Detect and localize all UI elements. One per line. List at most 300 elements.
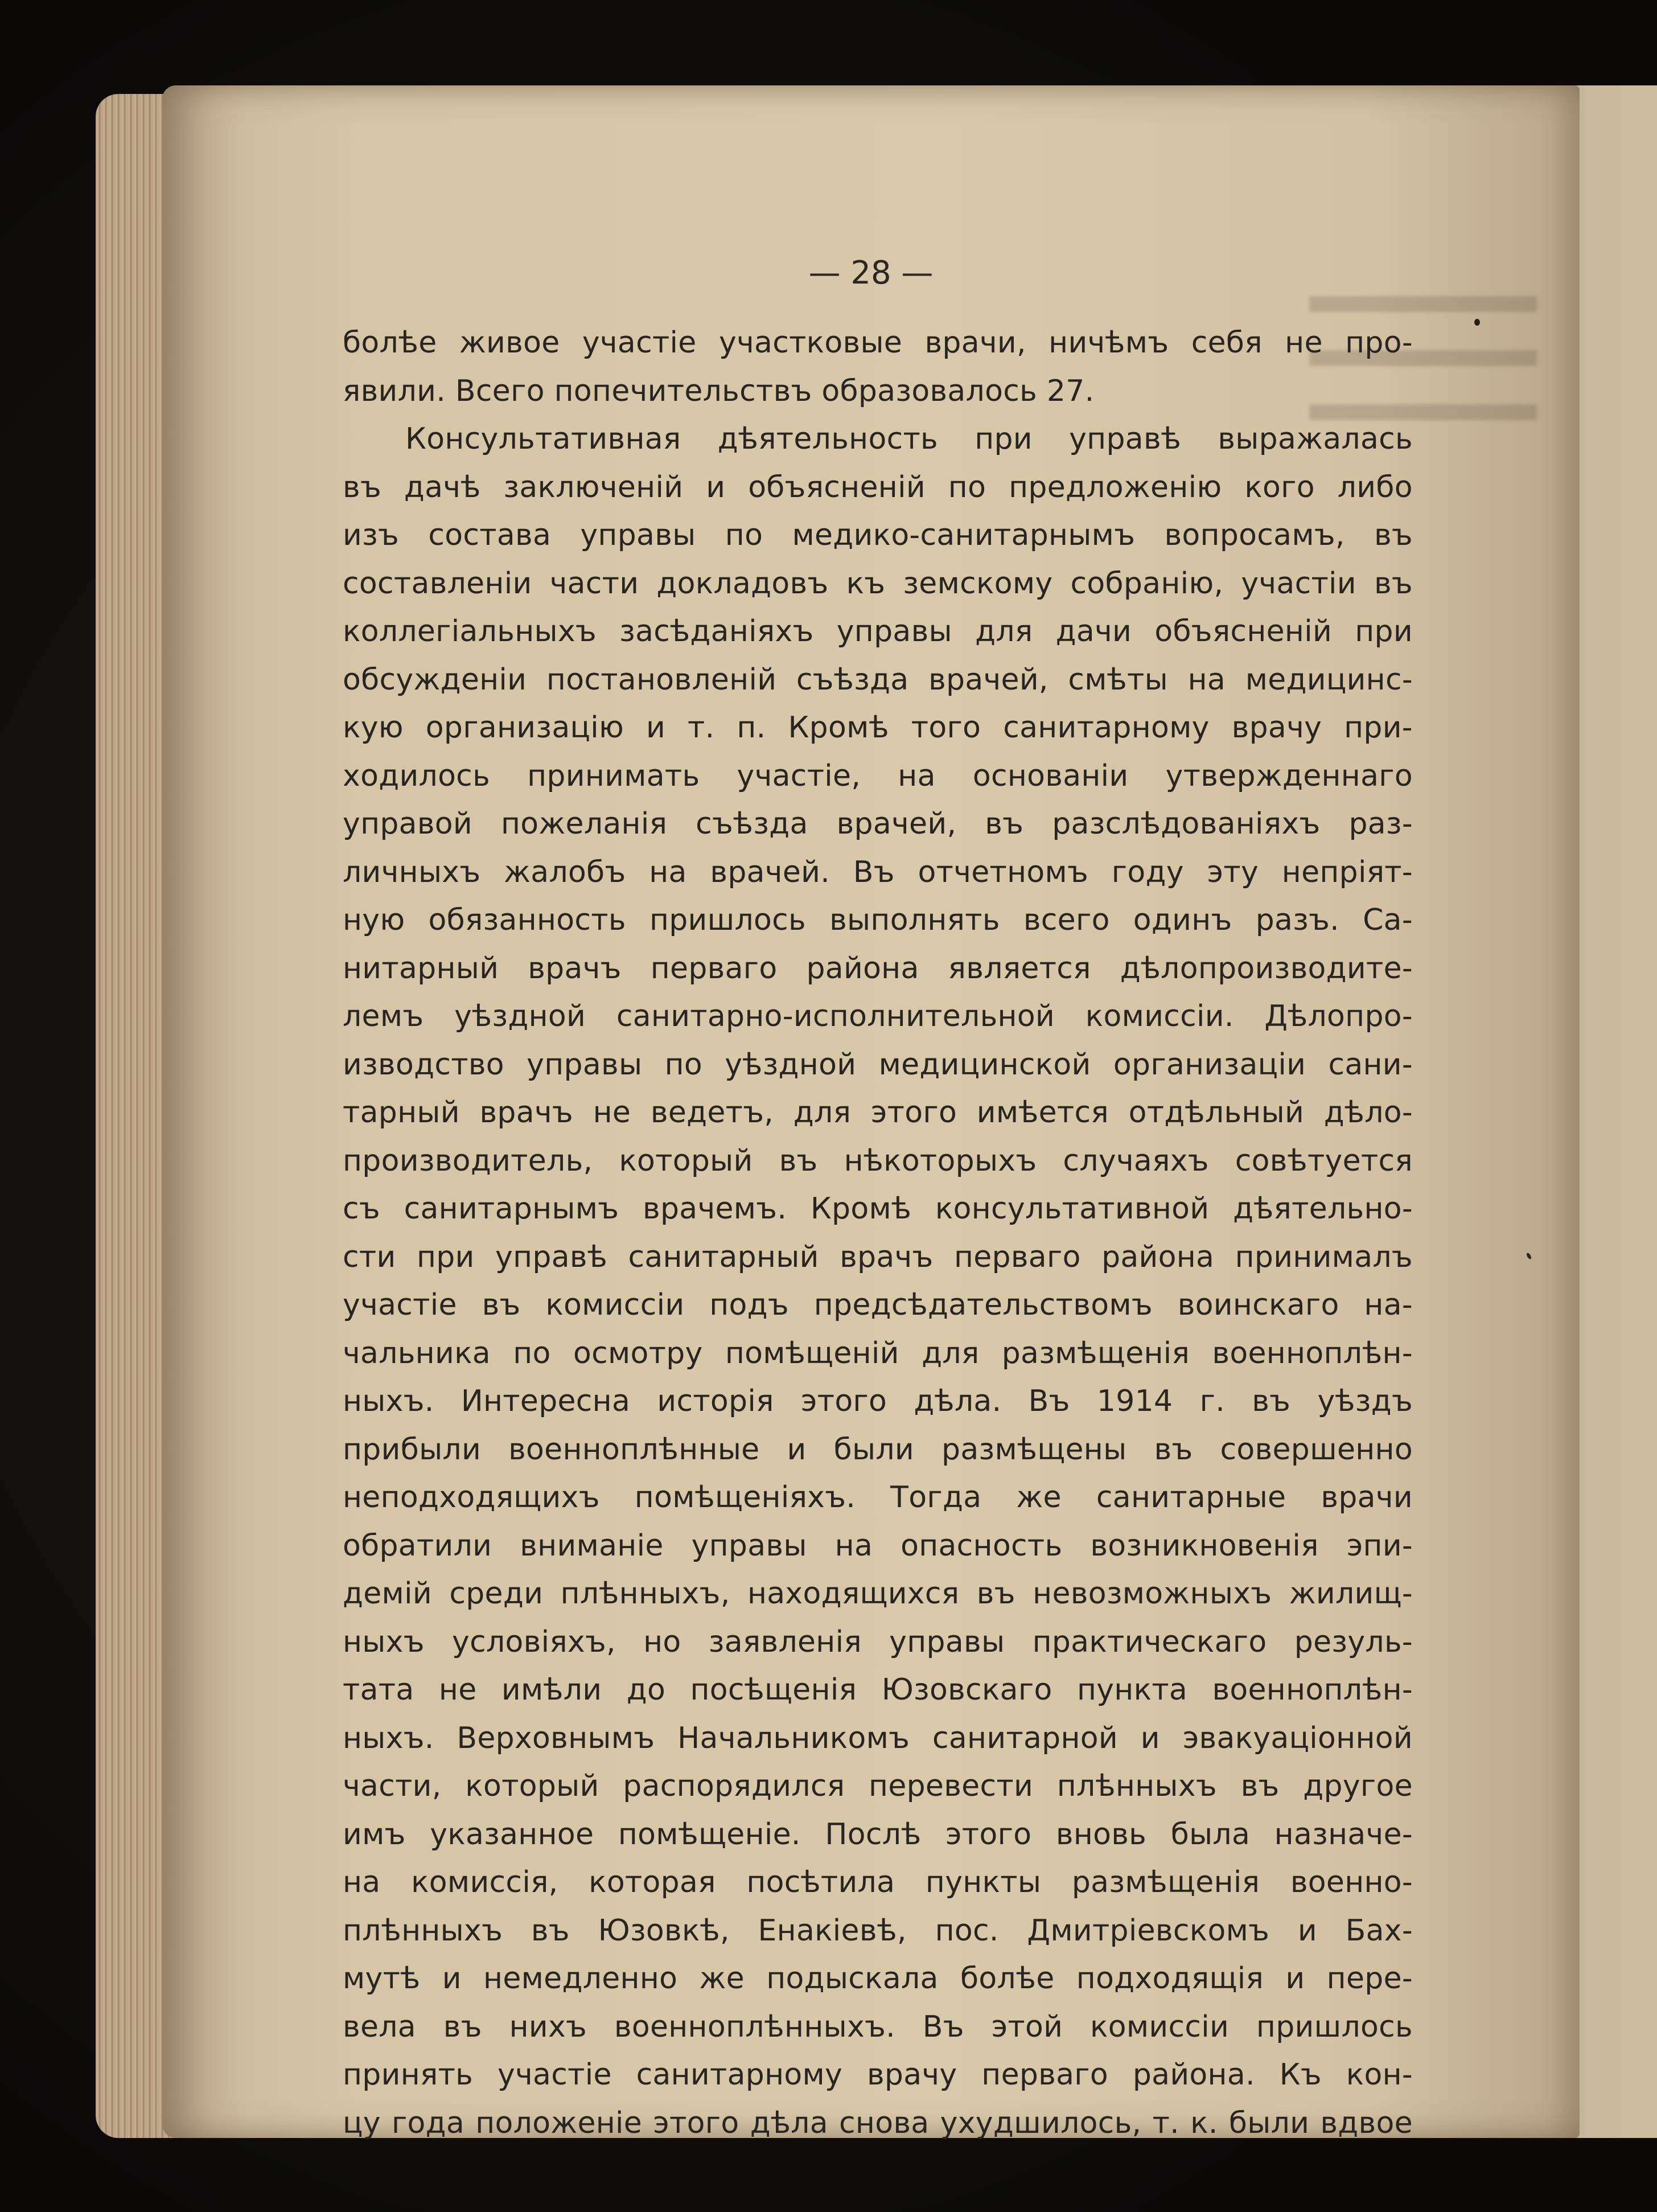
word: и [1285,1961,1305,1996]
word: либо [1337,470,1413,504]
word: пришлось [649,903,807,937]
word: Са- [1363,903,1413,937]
word: врачи [1321,1480,1413,1515]
word: имѣли [501,1673,602,1707]
word: лемъ [343,999,424,1033]
word: санитарному [1003,711,1210,745]
word: назначе- [1274,1817,1413,1852]
word: на [343,1865,381,1899]
word: участковые [718,326,903,360]
word: санитарные [1096,1480,1286,1515]
word: Къ [1279,2058,1322,2092]
word: перваго [981,2058,1109,2092]
body-text [343,319,1413,2140]
word: комиссіи. [1085,999,1234,1033]
word: осмотру [573,1336,703,1370]
word: кого [1244,470,1315,504]
word: была [1170,1817,1251,1852]
word: засѣданіяхъ [619,614,814,649]
word: ныхъ. [343,1721,434,1755]
word: того [911,711,981,745]
word: указанное [430,1817,594,1852]
word: Юзовкѣ, [598,1913,730,1948]
word: который [619,1143,753,1178]
text-line [343,1762,1413,1811]
word: исторія [657,1384,774,1418]
word: въ [976,1577,1015,1611]
text-line [343,704,1413,752]
word: дачѣ [404,470,481,504]
word: разъ. [1255,903,1339,937]
text-line [343,1329,1413,1378]
word: совѣтуется [1235,1143,1413,1178]
word: Кромѣ [810,1192,912,1226]
word: пере- [1326,1961,1413,1996]
word: эту [1207,855,1259,889]
word: организацію [425,711,624,745]
word: въ [1154,1432,1193,1467]
word: возникновенія [1090,1528,1319,1563]
word: Тогда [890,1480,982,1515]
word: имъ [343,1817,406,1852]
word: уѣздъ [1317,1384,1413,1418]
word: заявленія [708,1624,862,1659]
word: врачемъ. [643,1192,787,1226]
text-line [343,1522,1413,1570]
word: военноплѣн- [1212,1673,1413,1707]
text-line [343,1426,1413,1474]
word: были [833,1432,915,1467]
word: году [1111,855,1184,889]
word: тата [343,1673,414,1707]
word: коллегіальныхъ [343,614,597,649]
word: пункта [1076,1673,1188,1707]
word: снова [839,2106,930,2140]
text-line [343,1858,1413,1907]
text-line [343,992,1413,1041]
word: при [416,1240,475,1274]
word: демій [343,1577,432,1611]
word: этого [870,1095,957,1130]
word: обязанность [428,903,626,937]
word: непріят- [1281,855,1413,889]
word: въ [482,1288,521,1322]
text-line [343,1377,1413,1426]
word: пожеланія [500,807,668,841]
word: является [948,951,1091,986]
word: всего [1023,903,1110,937]
word: обратили [343,1528,492,1563]
word: ничѣмъ [1049,326,1169,360]
text-line [343,1714,1413,1763]
word: посѣтила [746,1865,895,1899]
word: участіе, [737,758,861,793]
word: 1914 [1096,1384,1173,1418]
word: нѣкоторыхъ [844,1143,1037,1178]
word: дѣла. [914,1384,1002,1418]
word: вела [343,2009,416,2044]
word: на [834,1528,873,1563]
word: не [438,1673,477,1707]
word: и [706,470,726,504]
word: личныхъ [343,855,481,889]
word: перваго [953,1240,1081,1274]
word: заключеній [503,470,684,504]
word: района. [1132,2058,1255,2092]
word: опасность [901,1528,1063,1563]
text-line [343,560,1413,608]
word: управы [580,518,696,552]
word: т. [688,711,715,745]
word: комиссіи [1090,2009,1230,2044]
word: въ [1374,566,1413,601]
word: объясненій [748,470,926,504]
word: помѣщеніе. [618,1817,801,1852]
word: врачъ [528,951,622,986]
word: врачу [866,2058,957,2092]
word: не [1285,326,1323,360]
text-line [343,800,1413,848]
text-line [343,656,1413,704]
word: находящихся [747,1577,960,1611]
word: для [922,1336,980,1370]
word: принять [343,2058,474,2092]
word: управѣ [1069,422,1182,456]
word: при- [1344,711,1413,745]
word: санитарному [636,2058,843,2092]
word: но [643,1624,681,1659]
word: участіе [582,326,697,360]
word: же [699,1961,745,1996]
word: пункты [925,1865,1042,1899]
word: принималъ [1235,1240,1413,1274]
word: управы [889,1624,1005,1659]
word: имѣется [976,1095,1109,1130]
word: медико-санитарнымъ [792,518,1136,552]
word: дѣятельность [717,422,938,456]
word: врачу [1231,711,1322,745]
word: плѣнныхъ [1056,1769,1217,1803]
word: нитарный [343,951,499,986]
word: врачей, [928,662,1049,697]
word: на [1187,662,1226,697]
word: основаніи [972,758,1129,793]
word: съѣзда [696,807,808,841]
word: при [975,422,1033,456]
word: района [806,951,919,986]
word: совершенно [1220,1432,1413,1467]
word: же [1016,1480,1062,1515]
word: ведетъ, [650,1095,774,1130]
word: мутѣ [343,1961,421,1996]
word: врачъ [840,1240,934,1274]
word: выражалась [1218,422,1413,456]
word: медицинс- [1245,662,1413,697]
text-line [343,463,1413,512]
word: прибыли [343,1432,482,1467]
word: жилищ- [1289,1577,1413,1611]
text-line [343,511,1413,560]
word: раз- [1348,807,1413,841]
word: обсужденіи [343,662,527,697]
word: Въ [922,2009,964,2044]
word: эпи- [1346,1528,1413,1563]
word: врачъ [479,1095,573,1130]
text-line [343,1955,1413,2003]
word: въ [985,807,1024,841]
word: дѣятельно- [1233,1192,1413,1226]
word: другое [1303,1769,1413,1803]
word: подыскала [766,1961,939,1996]
word: Енакіевѣ, [758,1913,907,1948]
text-line [343,1618,1413,1667]
word: комиссія, [411,1865,558,1899]
word: кон- [1346,2058,1413,2092]
word: среди [449,1577,544,1611]
word: военноплѣнные [508,1432,760,1467]
word: одинъ [1133,903,1232,937]
word: собранію, [1070,566,1224,601]
word: воинскаго [1177,1288,1339,1322]
word: въ [779,1143,818,1178]
word: съ [343,1192,380,1226]
word: съѣзда [796,662,909,697]
word: отчетномъ [918,855,1089,889]
word: распорядился [623,1769,845,1803]
word: принимать [527,758,700,793]
word: въ [343,470,381,504]
word: при [1355,614,1413,649]
word: нихъ [509,2009,587,2044]
word: по [664,1047,703,1082]
word: болѣе [960,1961,1055,1996]
word: года [391,2106,465,2140]
word: эвакуаціонной [1182,1721,1413,1755]
word: по [725,518,763,552]
word: консультативной [935,1192,1210,1226]
word: Дмитріевскомъ [1027,1913,1270,1948]
word: который [465,1769,599,1803]
word: выполнять [829,903,1000,937]
word: резуль- [1294,1624,1413,1659]
text-line [343,1233,1413,1282]
word: Консультативная [405,422,681,456]
word: подъ [709,1288,789,1322]
word: дачи [1055,614,1132,649]
word: дѣла [750,2106,828,2140]
word: которая [589,1865,716,1899]
word: постановленій [546,662,777,697]
word: помѣщеніяхъ. [634,1480,856,1515]
word: уѣздной [725,1047,857,1082]
word: тарный [343,1095,460,1130]
word: для [975,614,1033,649]
text-line [343,2099,1413,2148]
word: болѣе [343,326,437,360]
word: сти [343,1240,396,1274]
word: до [626,1673,666,1707]
word: Верховнымъ [457,1721,655,1755]
word: этого [800,1384,887,1418]
word: участіе [343,1288,457,1322]
word: части, [343,1769,442,1803]
word: предложенію [1009,470,1222,504]
word: подходящія [1076,1961,1264,1996]
word: вдвое [1320,2106,1413,2140]
word: на [649,855,687,889]
word: и [1297,1913,1317,1948]
word: по [948,470,986,504]
text-line [343,1185,1413,1233]
word: производитель, [343,1143,593,1178]
word: посѣщенія [690,1673,857,1707]
text-line [343,1570,1413,1618]
word: т. [1152,2106,1179,2140]
word: про- [1345,326,1413,360]
word: санитарный [628,1240,819,1274]
word: и [1140,1721,1160,1755]
word: плѣнныхъ [343,1913,503,1948]
word: Интересна [460,1384,631,1418]
word: ную [343,903,405,937]
page-number: — 28 — [808,255,934,292]
word: Юзовскаго [881,1673,1052,1707]
word: немедленно [483,1961,678,1996]
word: и [645,711,666,745]
word: к. [1190,2106,1218,2140]
text-line [343,319,1413,367]
word: Послѣ [825,1817,922,1852]
word: врачей. [710,855,830,889]
word: дѣлопроизводите- [1120,951,1413,986]
text-line [343,1137,1413,1185]
text-line [343,2003,1413,2051]
word: случаяхъ [1063,1143,1209,1178]
word: вновь [1055,1817,1147,1852]
word: въ [531,1913,570,1948]
word: Въ [853,855,895,889]
text-line [343,1811,1413,1859]
text-line [343,415,1413,463]
text-line [343,945,1413,993]
text-line [343,2051,1413,2099]
word: составленіи [343,566,532,601]
word: и [442,1961,462,1996]
word: разслѣдованіяхъ [1052,807,1321,841]
word: перевести [869,1769,1034,1803]
word: изводство [343,1047,504,1082]
word: въ [1252,1384,1291,1418]
word: этой [991,2009,1063,2044]
word: перваго [650,951,778,986]
word: уѣздной [454,999,586,1033]
text-line [343,752,1413,801]
word: врачей, [836,807,957,841]
word: изъ [343,518,400,552]
text-line: явили. Всего попечительствъ образовалось 27. [343,374,1095,408]
word: пос. [935,1913,999,1948]
word: г. [1199,1384,1226,1418]
word: санитарнымъ [404,1192,619,1226]
word: были [1228,2106,1310,2140]
word: военно- [1290,1865,1413,1899]
text-line [343,1041,1413,1089]
word: практическаго [1032,1624,1267,1659]
word: района [1101,1240,1215,1274]
text-line [343,896,1413,945]
word: къ [846,566,886,601]
word: въ [1240,1769,1280,1803]
word: ходилось [343,758,491,793]
word: кую [343,711,404,745]
word: дѣло- [1323,1095,1413,1130]
word: отдѣльный [1128,1095,1305,1130]
word: комиссіи [545,1288,685,1322]
word: Въ [1028,1384,1070,1418]
word: размѣщенія [1071,1865,1260,1899]
word: предсѣдательствомъ [813,1288,1153,1322]
word: п. [737,711,766,745]
word: медицинской [878,1047,1091,1082]
word: неподходящихъ [343,1480,600,1515]
word: пришлось [1256,2009,1413,2044]
text-line [343,848,1413,897]
word: участіи [1241,566,1356,601]
word: ухудшилось, [940,2106,1142,2140]
word: Дѣлопро- [1264,999,1413,1033]
word: по [513,1336,551,1370]
word: ныхъ [343,1624,425,1659]
word: врачи, [924,326,1026,360]
word: ныхъ. [343,1384,434,1418]
word: управы [836,614,952,649]
word: размѣщены [941,1432,1127,1467]
word: чальника [343,1336,491,1370]
word: организаціи [1113,1047,1306,1082]
word: военноплѣн- [1212,1336,1413,1370]
word: Бах- [1345,1913,1413,1948]
word: на [898,758,936,793]
word: въ [443,2009,482,2044]
word: Кромѣ [788,711,889,745]
word: размѣщенія [1001,1336,1190,1370]
word: Начальникомъ [677,1721,910,1755]
word: условіяхъ, [452,1624,616,1659]
word: военноплѣнныхъ. [614,2009,895,2044]
ink-speck [1474,319,1480,326]
word: себя [1191,326,1263,360]
text-line [343,608,1413,656]
word: на- [1364,1288,1413,1322]
word: вопросамъ, [1164,518,1345,552]
word: этого [945,1817,1032,1852]
word: цу [343,2106,381,2140]
word: санитарной [932,1721,1118,1755]
word: вниманіе [520,1528,664,1563]
text-line [343,1666,1413,1714]
word: плѣнныхъ, [560,1577,730,1611]
word: въ [1374,518,1413,552]
text-line [343,1089,1413,1137]
word: управѣ [495,1240,608,1274]
text-line [343,1281,1413,1329]
word: утвержденнаго [1165,758,1413,793]
word: положеніе [475,2106,643,2140]
word: и [787,1432,807,1467]
word: этого [653,2106,739,2140]
word: земскому [903,566,1053,601]
word: не [593,1095,631,1130]
